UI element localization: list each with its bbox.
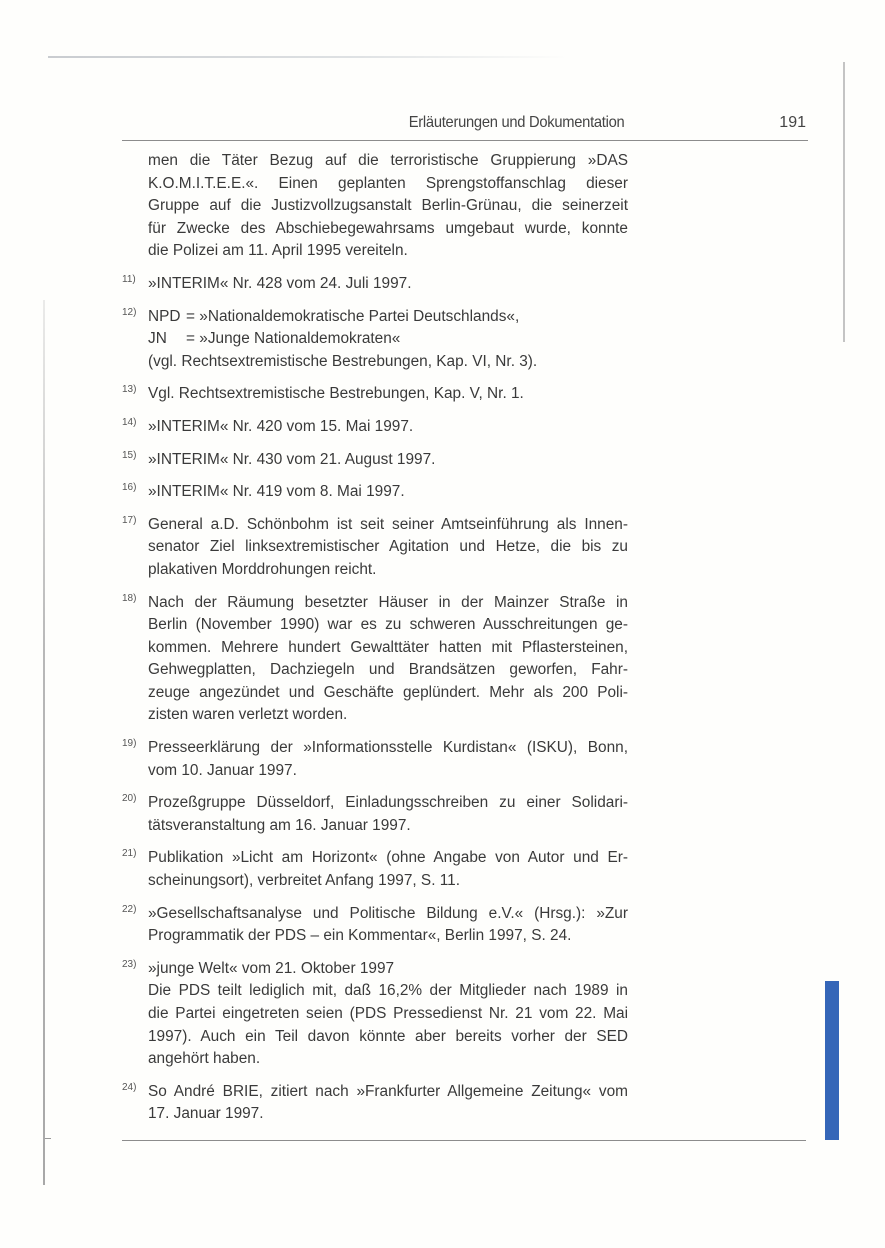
footnote-text: »INTERIM« Nr. 419 vom 8. Mai 1997.: [148, 483, 405, 501]
footnote-text: Die PDS teilt lediglich mit, daß 16,2% der Mitglieder nach 1989 in: [148, 982, 628, 1000]
footnote-text: die Partei eingetreten seien (PDS Pressedienst Nr. 21 vom 22. Mai: [148, 1005, 628, 1022]
definition-value: = »Nationaldemokratische Partei Deutschlands«,: [186, 307, 520, 325]
footnote-text: angehört haben.: [148, 1050, 261, 1068]
footnote-14: [122, 416, 628, 439]
footnote-text: Nach der Räumung besetzter Häuser in der Mainzer Straße in: [148, 593, 628, 611]
footnote-text: »INTERIM« Nr. 420 vom 15. Mai 1997.: [148, 417, 414, 435]
footnote-number: 15): [122, 449, 137, 461]
definition-term: JN: [148, 330, 167, 348]
text-line: K.O.M.I.T.E.E.«. Einen geplanten Sprengstoffanschlag dieser: [148, 174, 628, 192]
scan-binding-edge: [43, 300, 45, 1185]
footnote-number: 21): [122, 848, 137, 860]
footnote-text: senator Ziel linksextremistischer Agitation und Hetze, die bis zu: [148, 538, 628, 556]
footnote-number: 18): [122, 592, 137, 604]
footnote-text: Gehwegplatten, Dachziegeln und Brandsätzen geworfen, Fahr-: [148, 661, 628, 679]
footnote-text: Berlin (November 1990) war es zu schweren Ausschreitungen ge-: [148, 616, 628, 634]
footnote-number: 22): [122, 903, 137, 915]
definition-row: [148, 306, 628, 329]
footnote-text: Presseerklärung der »Informationsstelle Kurdistan« (ISKU), Bonn,: [148, 739, 628, 757]
continued-paragraph: [122, 150, 628, 263]
footnote-text: »junge Welt« vom 21. Oktober 1997: [148, 959, 395, 977]
footnote-text: 17. Januar 1997.: [148, 1105, 264, 1123]
footnote-text: Programmatik der PDS – ein Kommentar«, Berlin 1997, S. 24.: [148, 927, 572, 945]
footnote-21: [122, 847, 628, 892]
footnote-number: 14): [122, 416, 137, 428]
footnote-text: plakativen Morddrohungen reicht.: [148, 560, 377, 578]
footnote-text: »INTERIM« Nr. 430 vom 21. August 1997.: [148, 450, 436, 468]
footnote-number: 13): [122, 384, 137, 396]
footnotes-body: [122, 150, 628, 1136]
footnote-23: [122, 958, 628, 1071]
text-line: für Zwecke des Abschiebegewahrsams umgebaut wurde, konnte: [148, 219, 628, 237]
footnote-22: [122, 903, 628, 948]
footnote-text: »INTERIM« Nr. 428 vom 24. Juli 1997.: [148, 274, 412, 292]
footnote-17: [122, 514, 628, 582]
footnote-number: 12): [122, 306, 137, 318]
footnote-number: 24): [122, 1081, 137, 1093]
text-line: Gruppe auf die Justizvollzugsanstalt Berlin-Grünau, die seinerzeit: [148, 197, 628, 215]
footnote-text: vom 10. Januar 1997.: [148, 761, 297, 779]
running-header: [122, 112, 808, 140]
footnote-text: 1997). Auch ein Teil davon könnte aber bereits vorher der SED: [148, 1027, 628, 1045]
footnote-number: 17): [122, 514, 137, 526]
footer-rule: [122, 1140, 806, 1141]
footnote-number: 16): [122, 482, 137, 494]
footnote-text: scheinungsort), verbreitet Anfang 1997, S. 11.: [148, 872, 460, 890]
footnote-13: [122, 383, 628, 406]
footnote-text: zisten waren verletzt worden.: [148, 706, 348, 724]
footnote-19: [122, 737, 628, 782]
footnote-text: Vgl. Rechtsextremistische Bestrebungen, Kap. V, Nr. 1.: [148, 385, 524, 403]
footnote-12: [122, 306, 628, 374]
footnote-18: [122, 592, 628, 728]
footnote-11: [122, 273, 628, 296]
footnote-number: 20): [122, 793, 137, 805]
running-header-title: Erläuterungen und Dokumentation: [408, 114, 624, 131]
footnote-15: [122, 449, 628, 472]
footnote-text: »Gesellschaftsanalyse und Politische Bildung e.V.« (Hrsg.): »Zur: [148, 904, 628, 922]
footnote-text: tätsveranstaltung am 16. Januar 1997.: [148, 816, 411, 834]
footnote-text: Publikation »Licht am Horizont« (ohne Angabe von Autor und Er-: [148, 849, 628, 867]
footnote-20: [122, 792, 628, 837]
definition-value: = »Junge Nationaldemokraten«: [186, 330, 401, 348]
footnote-text: So André BRIE, zitiert nach »Frankfurter Allgemeine Zeitung« vom: [148, 1082, 628, 1100]
footnote-24: [122, 1081, 628, 1126]
footnote-number: 11): [122, 273, 136, 285]
scan-mark: [45, 1138, 51, 1139]
scan-edge-top: [48, 56, 568, 58]
chapter-thumb-tab: [825, 981, 839, 1140]
footnote-text: (vgl. Rechtsextremistische Bestrebungen, Kap. VI, Nr. 3).: [148, 352, 538, 370]
header-rule: [122, 140, 808, 141]
text-line: men die Täter Bezug auf die terroristische Gruppierung »DAS: [148, 152, 628, 169]
footnote-text: General a.D. Schönbohm ist seit seiner Amtseinführung als Innen-: [148, 515, 628, 533]
text-line: die Polizei am 11. April 1995 vereiteln.: [148, 242, 408, 260]
footnote-16: [122, 481, 628, 504]
footnote-number: 23): [122, 958, 137, 970]
footnote-text: Prozeßgruppe Düsseldorf, Einladungsschreiben zu einer Solidari-: [148, 794, 628, 812]
footnote-text: kommen. Mehrere hundert Gewalttäter hatten mit Pflastersteinen,: [148, 638, 628, 656]
footnote-number: 19): [122, 738, 137, 750]
footnote-text: zeuge angezündet und Geschäfte geplündert. Mehr als 200 Poli-: [148, 683, 628, 701]
definition-term: NPD: [148, 307, 181, 325]
definition-row: [148, 328, 628, 351]
scan-edge-right: [843, 62, 845, 342]
page-number: 191: [779, 114, 806, 131]
